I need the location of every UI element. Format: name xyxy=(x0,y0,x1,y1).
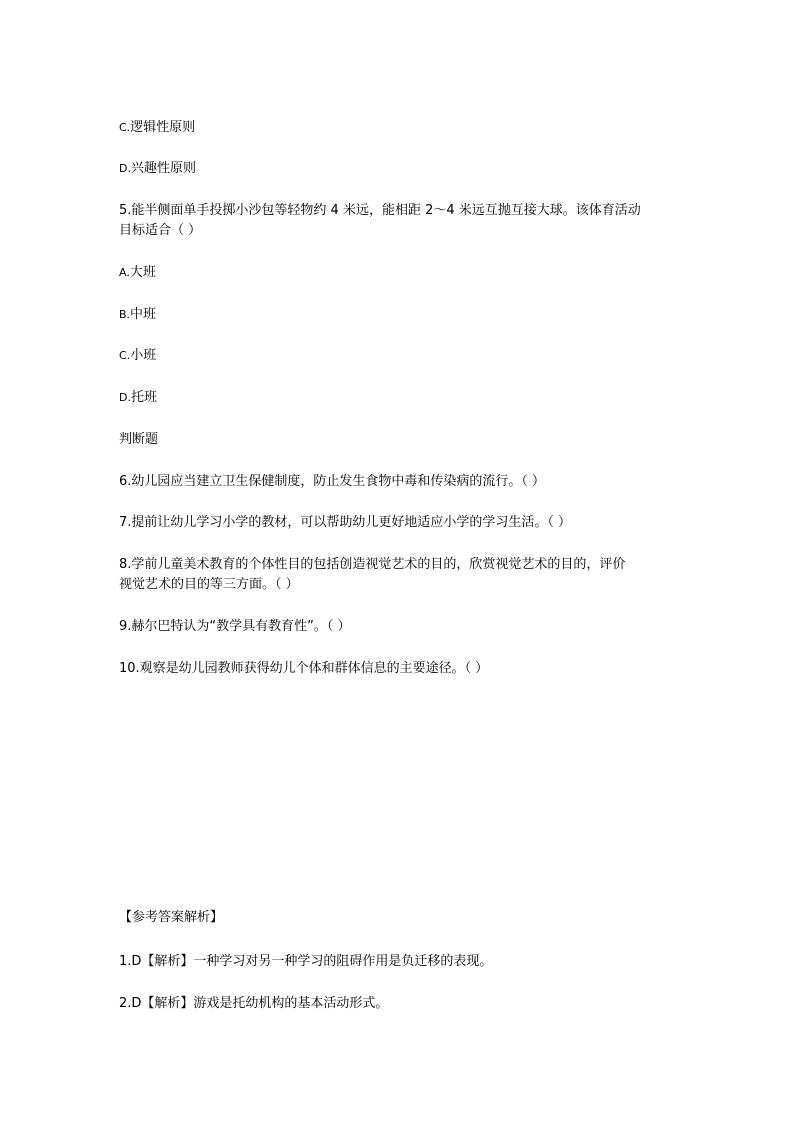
option-label: B. xyxy=(119,308,131,321)
option-label: C. xyxy=(119,349,131,362)
question-9: 9.赫尔巴特认为“教学具有教育性”。（ ） xyxy=(119,619,351,634)
option-label: D. xyxy=(119,391,131,404)
option-d xyxy=(119,159,196,179)
answer-2: 2.D【解析】游戏是托幼机构的基本活动形式。 xyxy=(119,996,389,1011)
q5-option-c xyxy=(119,346,156,366)
answers-title: 【参考答案解析】 xyxy=(119,910,224,925)
option-label: C. xyxy=(119,121,131,134)
q5-option-b xyxy=(119,305,156,325)
option-label: A. xyxy=(119,266,130,279)
answer-1: 1.D【解析】一种学习对另一种学习的阻碍作用是负迁移的表现。 xyxy=(119,954,493,969)
q5-option-a xyxy=(119,263,156,283)
option-text: 大班 xyxy=(129,265,156,280)
option-c xyxy=(119,118,195,138)
question-5-line2: 目标适合（ ） xyxy=(119,223,202,238)
q5-option-d xyxy=(119,388,157,408)
question-8-line2: 视觉艺术的目的等三方面。（ ） xyxy=(119,577,299,592)
question-7: 7.提前让幼儿学习小学的教材，可以帮助幼儿更好地适应小学的学习生活。（ ） xyxy=(119,515,572,530)
option-text: 中班 xyxy=(130,307,157,322)
question-10: 10.观察是幼儿园教师获得幼儿个体和群体信息的主要途径。（ ） xyxy=(119,661,489,676)
question-8-line1: 8.学前儿童美术教育的个体性目的包括创造视觉艺术的目的，欣赏视觉艺术的目的，评价 xyxy=(119,557,626,572)
option-text: 小班 xyxy=(130,348,157,363)
question-5-line1: 5.能半侧面单手投掷小沙包等轻物约 4 米远，能相距 2～4 米远互抛互接大球。该体育活动 xyxy=(119,203,641,218)
section-title-judgement: 判断题 xyxy=(119,432,159,447)
option-text: 逻辑性原则 xyxy=(130,120,196,135)
question-6: 6.幼儿园应当建立卫生保健制度，防止发生食物中毒和传染病的流行。（ ） xyxy=(119,474,546,489)
option-label: D. xyxy=(119,162,131,175)
option-text: 兴趣性原则 xyxy=(130,161,196,176)
option-text: 托班 xyxy=(130,390,157,405)
